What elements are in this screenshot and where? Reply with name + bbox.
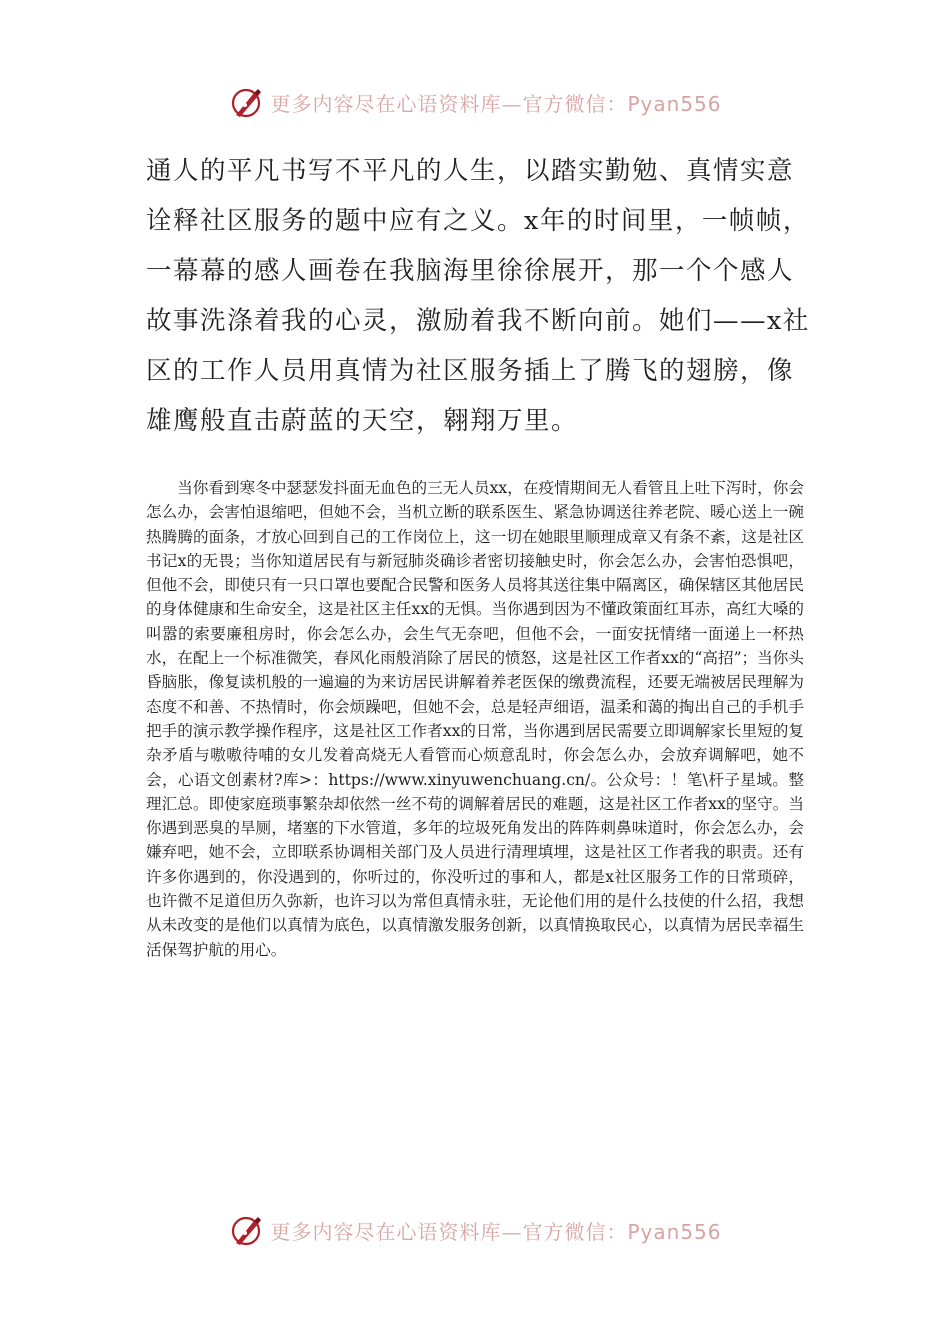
body-paragraph: 当你看到寒冬中瑟瑟发抖面无血色的三无人员xx，在疫情期间无人看管且上吐下泻时，你会怎么办，会害怕退缩吧，但她不会，当机立断的联系医生、紧急协调送往养老院、暖心送上一碗热腾腾的面条，才放心回到自己的工作岗位上，这一切在她眼里顺理成章又有条不紊，这是社区书记x的无畏；当你知道居民有与新冠肺炎确诊者密切接触史时，你会怎么办，会害怕恐惧吧，但他不会，即使只有一只口罩也要配合民警和医务人员将其送往集中隔离区，确保辖区其他居民的身体健康和生命安全，这是社区主任xx的无惧。当你遇到因为不懂政策面红耳赤，高红大嗓的叫嚣的索要廉租房时，你会怎么办，会生气无奈吧，但他不会，一面安抚情绪一面递上一杯热水，在配上一个标准微笑，春风化雨般消除了居民的愤怒，这是社区工作者xx的“高招”；当你头昏脑胀，像复读机般的一遍遍的为来访居民讲解着养老医保的缴费流程，还要无端被居民理解为态度不和善、不热情时，你会烦躁吧，但她不会，总是轻声细语，温柔和蔼的掏出自己的手机手把手的演示教学操作程序，这是社区工作者xx的日常，当你遇到居民需要立即调解家长里短的复杂矛盾与嗷嗷待哺的女儿发着高烧无人看管而心烦意乱时，你会怎么办，会放弃调解吧，她不会，心语文创素材?库>：https://www.xinyuwenchuang.cn/。公众号：！笔\杆子星域。整理汇总。即使家庭琐事繁杂却依然一丝不苟的调解着居民的难题，这是社区工作者xx的坚守。当你遇到恶臭的旱厕，堵塞的下水管道，多年的垃圾死角发出的阵阵刺鼻味道时，你会怎么办，会嫌弃吧，她不会，立即联系协调相关部门及人员进行清理填埋，这是社区工作者我的职责。还有许多你遇到的，你没遇到的，你听过的，你没听过的事和人，都是x社区服务工作的日常琐碎，也许微不足道但历久弥新，也许习以为常但真情永驻，无论他们用的是什么技使的什么招，我想从未改变的是他们以真情为底色，以真情激发服务创新，以真情换取民心，以真情为居民幸福生活保驾护航的用心。 <box>146 479 804 959</box>
header-banner <box>0 80 950 124</box>
lead-paragraph: 通人的平凡书写不平凡的人生，以踏实勤勉、真情实意诠释社区服务的题中应有之义。x年的时间里，一帧帧，一幕幕的感人画卷在我脑海里徐徐展开，那一个个感人故事洗涤着我的心灵，激励着我不断向前。她们——x社区的工作人员用真情为社区服务插上了腾飞的翅膀，像雄鹰般直击蔚蓝的天空，翱翔万里。 <box>146 156 810 436</box>
header-wechat-id: Pyan556 <box>627 91 722 116</box>
footer-banner <box>0 1208 950 1252</box>
pen-circle-logo-icon <box>228 84 264 120</box>
footer-banner-label: 更多内容尽在心语资料库—官方微信： <box>270 1219 628 1244</box>
header-banner-label: 更多内容尽在心语资料库—官方微信： <box>270 91 628 116</box>
header-banner-text <box>270 88 721 117</box>
footer-banner-text <box>270 1216 721 1245</box>
pen-circle-logo-icon <box>228 1212 264 1248</box>
footer-wechat-id: Pyan556 <box>627 1219 722 1244</box>
